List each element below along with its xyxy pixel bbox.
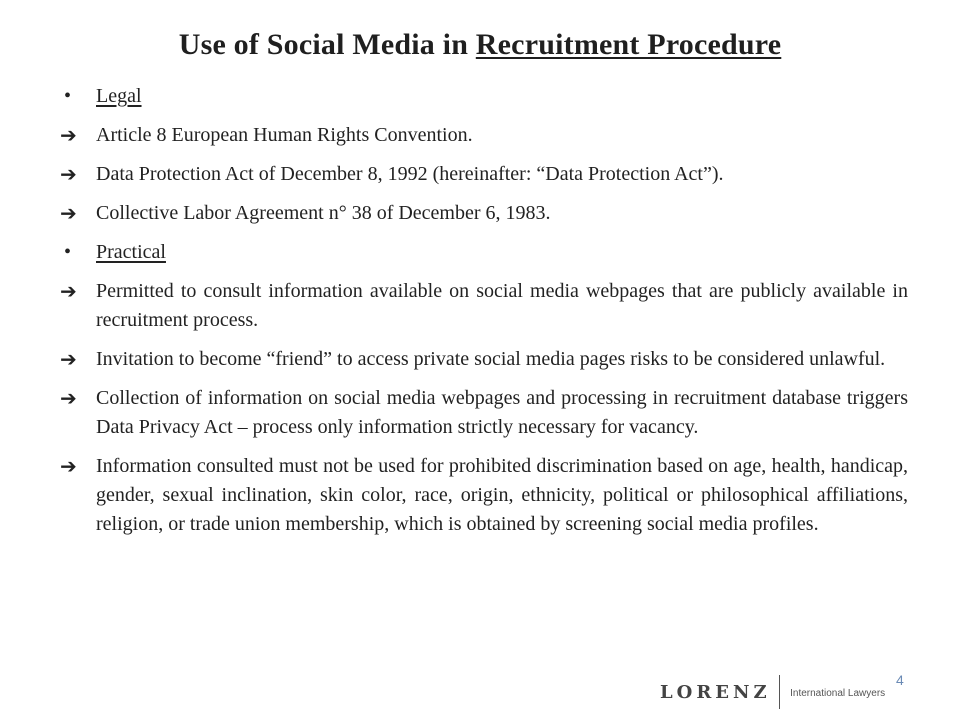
- arrow-right-icon: ➔: [60, 162, 77, 186]
- title-underlined-text: Recruitment Procedure: [475, 28, 782, 61]
- page-number: 4: [896, 672, 904, 688]
- lorenz-logo: [660, 672, 885, 712]
- arrow-right-icon: ➔: [60, 279, 77, 303]
- bullet-icon: •: [64, 241, 72, 263]
- arrow-item: [60, 121, 908, 150]
- arrow-right-icon: ➔: [60, 454, 77, 478]
- arrow-item-text: Permitted to consult information available on social media webpages that are publicly available in recruitment process.: [96, 280, 908, 331]
- bullet-icon: •: [64, 85, 72, 107]
- logo-tagline: International Lawyers: [790, 687, 886, 699]
- bullet-text: Practical: [96, 241, 166, 263]
- arrow-item: [60, 384, 908, 442]
- arrow-item-text: Data Protection Act of December 8, 1992 (hereinafter: “Data Protection Act”).: [96, 163, 724, 185]
- slide-content: [60, 82, 908, 549]
- arrow-item: [60, 277, 908, 335]
- arrow-item-text: Collection of information on social media webpages and processing in recruitment database triggers Data Privacy Act – process only information strictly necessary for vacancy.: [96, 387, 908, 438]
- arrow-item: [60, 199, 908, 228]
- arrow-item-text: Information consulted must not be used for prohibited discrimination based on age, health, handicap, gender, sexual inclination, skin color, race, origin, ethnicity, political or philosophical affiliations, religion, or trade union membership, which is obtained by screening social media profiles.: [96, 455, 908, 535]
- bullet-item-practical: [60, 238, 908, 267]
- arrow-item-text: Invitation to become “friend” to access private social media pages risks to be considered unlawful.: [96, 348, 886, 370]
- title-text: Use of Social Media in: [178, 28, 476, 61]
- arrow-item: [60, 160, 908, 189]
- slide-title: [0, 28, 960, 62]
- bullet-item-legal: [60, 82, 908, 111]
- arrow-item: [60, 345, 908, 374]
- arrow-right-icon: ➔: [60, 201, 77, 225]
- logo-wordmark: LORENZ: [660, 681, 771, 703]
- arrow-right-icon: ➔: [60, 123, 77, 147]
- arrow-item: [60, 452, 908, 539]
- arrow-item-text: Collective Labor Agreement n° 38 of December 6, 1983.: [96, 202, 551, 224]
- bullet-text: Legal: [96, 85, 142, 107]
- arrow-right-icon: ➔: [60, 347, 77, 371]
- arrow-item-text: Article 8 European Human Rights Convention.: [96, 124, 473, 146]
- logo-divider: [779, 675, 781, 709]
- arrow-right-icon: ➔: [60, 386, 77, 410]
